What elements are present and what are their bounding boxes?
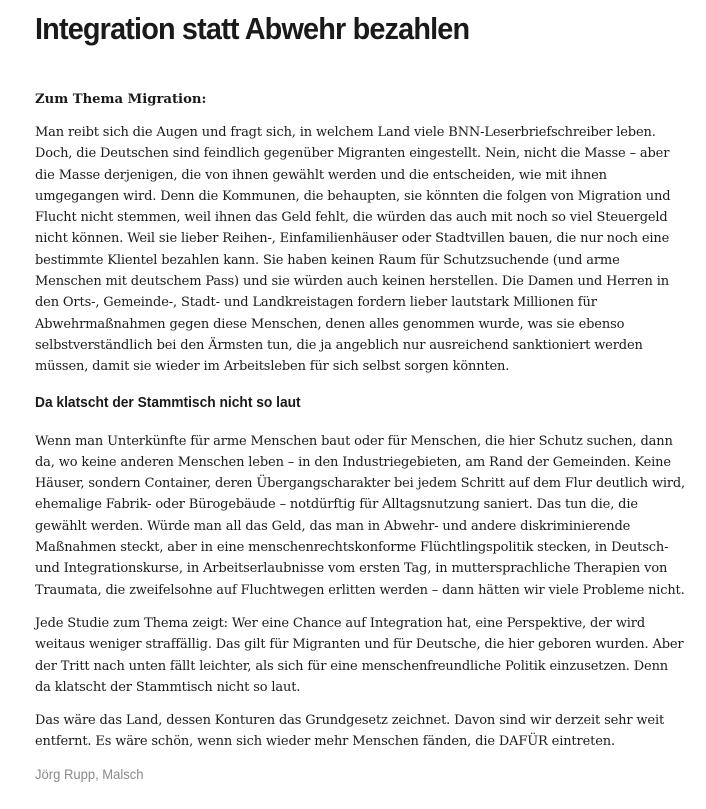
text-line: weitaus weniger straffällig. Das gilt für Migranten und für Deutsche, die hier geboren wurden. Aber bbox=[35, 637, 684, 653]
text-line: da klatscht der Stammtisch nicht so laut. bbox=[35, 679, 301, 695]
author-signature: Jörg Rupp, Malsch bbox=[35, 765, 144, 782]
article-headline: Integration statt Abwehr bezahlen bbox=[35, 11, 470, 46]
text-line: ehemalige Fabrik- oder Bürogebäude – notdürftig für Alltagsnutzung saniert. Das tun die, die bbox=[35, 497, 638, 513]
text-line: Wenn man Unterkünfte für arme Menschen baut oder für Menschen, die hier Schutz suchen, dann bbox=[35, 433, 673, 449]
paragraph-4 bbox=[35, 710, 685, 753]
text-line: Jede Studie zum Thema zeigt: Wer eine Chance auf Integration hat, eine Perspektive, der wird bbox=[35, 615, 646, 631]
text-line: Maßnahmen steckt, aber in eine menschenrechtskonforme Flüchtlingspolitik stecken, in Deutsch- bbox=[35, 540, 669, 556]
text-line: der Tritt nach unten fällt leichter, als sich für eine menschenfreundliche Politik einzusetzen. Denn bbox=[35, 658, 669, 674]
text-line: Häuser, sondern Container, deren Übergangscharakter bei jedem Schritt auf dem Flur deutlich wird, bbox=[35, 476, 686, 492]
text-line: entfernt. Es wäre schön, wenn sich wieder mehr Menschen fänden, die DAFÜR eintreten. bbox=[35, 734, 615, 750]
text-line: umgegangen wird. Denn die Kommunen, die behaupten, sie könnten die folgen von Migration und bbox=[35, 188, 671, 204]
letter-article bbox=[35, 0, 685, 784]
paragraph-3 bbox=[35, 613, 685, 698]
text-line: gewählt werden. Würde man all das Geld, das man in Abwehr- und andere diskriminierende bbox=[35, 518, 631, 534]
text-line: Menschen mit deutschem Pass) und sie würden auch keinen herstellen. Die Damen und Herren in bbox=[35, 274, 669, 290]
paragraph-2 bbox=[35, 431, 685, 601]
text-line: Flucht nicht stemmen, weil ihnen das Geld fehlt, die würden das auch mit noch so viel Steuergeld bbox=[35, 210, 668, 226]
text-line: Man reibt sich die Augen und fragt sich, in welchem Land viele BNN-Leserbriefschreiber leben. bbox=[35, 125, 656, 140]
text-line: müssen, damit sie wieder im Arbeitsleben für sich selbst sorgen könnten. bbox=[35, 359, 510, 375]
text-line: da, wo keine anderen Menschen leben – in den Industriegebieten, am Rand der Gemeinden. Keine bbox=[35, 454, 671, 470]
text-line: Das wäre das Land, dessen Konturen das Grundgesetz zeichnet. Davon sind wir derzeit sehr weit bbox=[35, 713, 665, 729]
subheading: Da klatscht der Stammtisch nicht so laut bbox=[35, 394, 301, 411]
text-line: Abwehrmaßnahmen gegen diese Menschen, denen alles genommen wurde, was sie ebenso bbox=[35, 316, 625, 332]
text-line: bestimmte Klientel bezahlen kann. Sie haben keinen Raum für Schutzsuchende (und arme bbox=[35, 252, 620, 268]
text-line: selbstverständlich bei den Ärmsten tun, die ja angeblich nur ausreichend sanktioniert werden bbox=[35, 337, 643, 353]
text-line: und Integrationskurse, in Arbeitserlaubnisse vom ersten Tag, in muttersprachliche Therapien von bbox=[35, 561, 668, 577]
text-line: den Orts-, Gemeinde-, Stadt- und Landkreistagen fordern lieber lautstark Millionen für bbox=[35, 295, 597, 311]
text-line: nicht können. Weil sie lieber Reihen-, Einfamilienhäuser oder Stadtvillen bauen, die nur noch eine bbox=[35, 231, 670, 247]
text-line: Traumata, die zweifelsohne auf Fluchtwegen erlitten werden – dann hätten wir viele Probleme nicht. bbox=[35, 582, 685, 598]
paragraph-1 bbox=[35, 122, 685, 378]
text-line: die Masse derjenigen, die von ihnen gewählt werden und die entscheiden, wie mit ihnen bbox=[35, 167, 607, 183]
text-line: Doch, die Deutschen sind feindlich gegenüber Migranten eingestellt. Nein, nicht die Masse – aber bbox=[35, 146, 670, 162]
topic-label: Zum Thema Migration: bbox=[35, 92, 207, 107]
